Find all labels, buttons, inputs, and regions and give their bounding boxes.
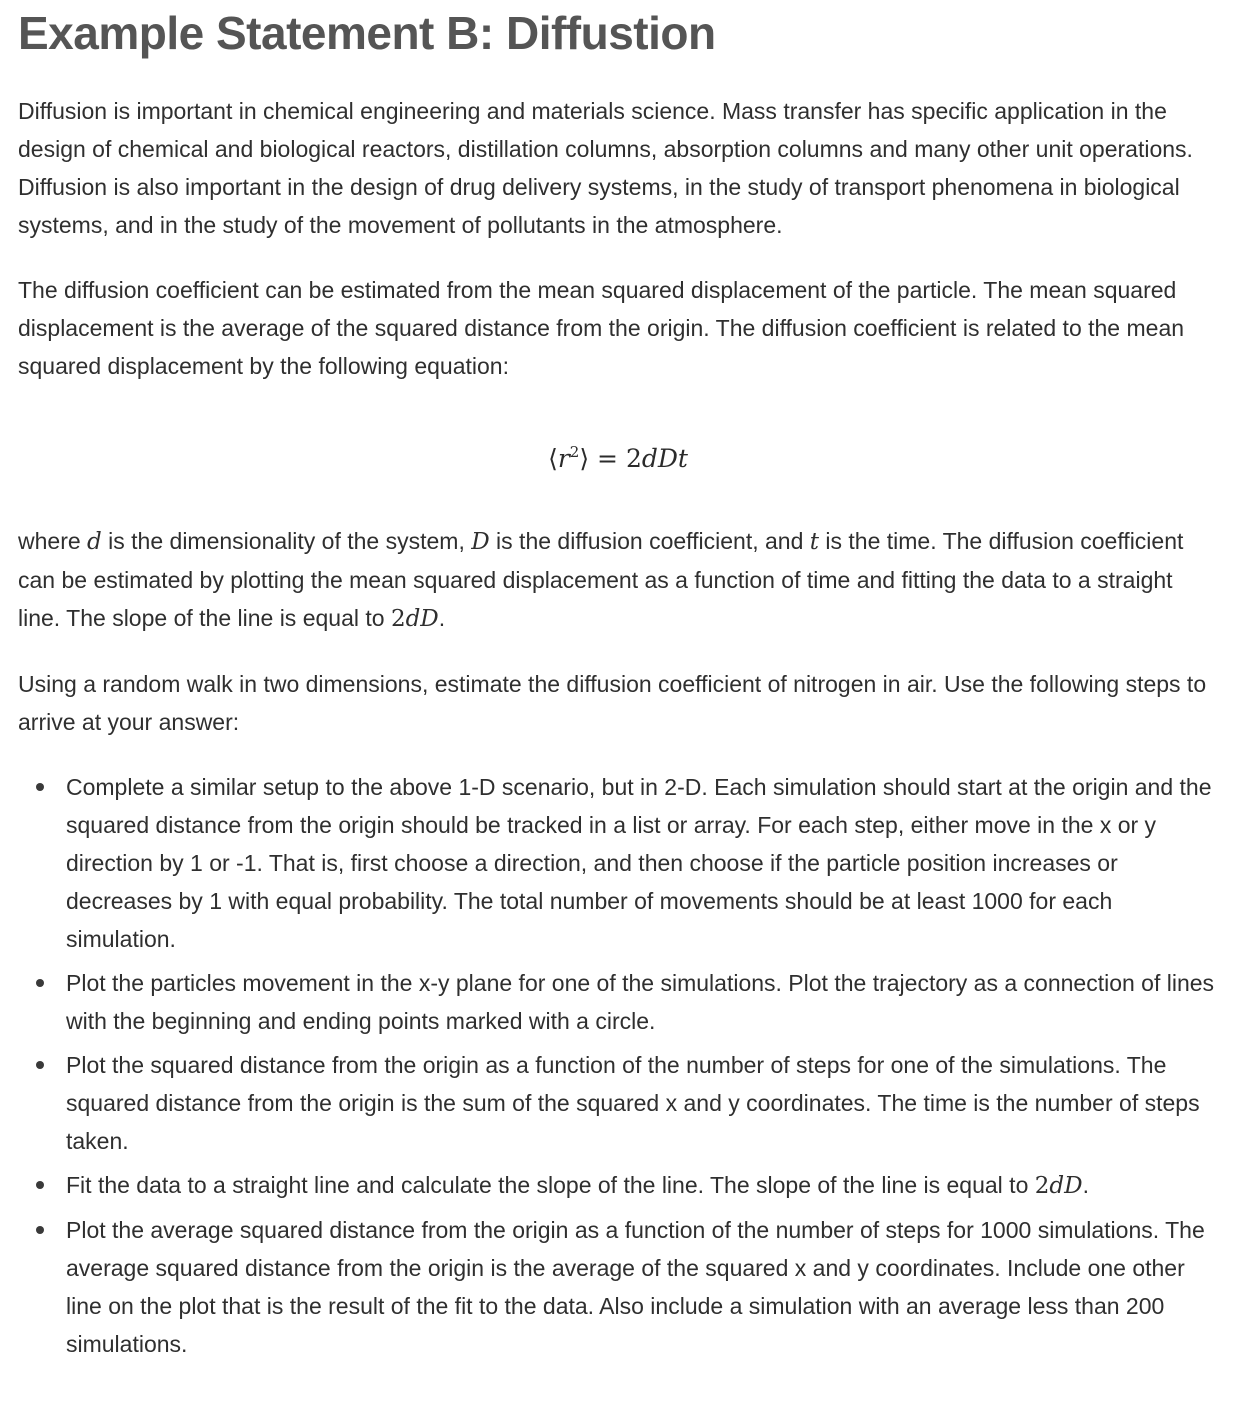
msd-equation <box>18 439 1216 509</box>
bullet-icon <box>36 783 44 791</box>
intro-paragraph: Diffusion is important in chemical engineering and materials science. Mass transfer has specific application in the design of chemical and biological reactors, distillation columns, absorption columns and many other unit operations. Diffusion is also important in the design of drug delivery systems, in the study of transport phenomena in biological systems, and in the study of the movement of pollutants in the atmosphere. <box>18 98 1193 238</box>
bullet-icon <box>36 979 44 987</box>
equation-rhs-vars: dDt <box>641 444 688 473</box>
list-item: Plot the squared distance from the origin as a function of the number of steps for one of the simulations. The squared distance from the origin is the sum of the squared x and y coordinates. The time is the number of steps taken. <box>66 1046 1216 1160</box>
var-D: D <box>471 529 490 555</box>
var-dD: dD <box>405 606 439 632</box>
equation-equals: = <box>589 444 626 473</box>
msd-paragraph: The diffusion coefficient can be estimated from the mean squared displacement of the particle. The mean squared displacement is the average of the squared distance from the origin. The diffusion coefficient is related to the mean squared displacement by the following equation: <box>18 277 1185 379</box>
list-item: Fit the data to a straight line and calculate the slope of the line. The slope of the line is equal to 2dD. <box>66 1166 1216 1205</box>
var-dD: dD <box>1049 1173 1083 1199</box>
equation-open-bracket: ⟨ <box>548 444 558 473</box>
bullet-icon <box>36 1061 44 1069</box>
var-t: t <box>809 529 820 555</box>
page-title: Example Statement B: Diffustion <box>18 7 716 59</box>
list-item: Plot the average squared distance from the origin as a function of the number of steps for 1000 simulations. The average squared distance from the origin is the average of the squared x and y coordinates. Include one other line on the plot that is the result of the fit to the data. Also include a simulation with an average less than 200 simulations. <box>66 1211 1216 1363</box>
steps-list <box>18 768 1216 1363</box>
list-item: Plot the particles movement in the x-y plane for one of the simulations. Plot the trajectory as a connection of lines with the beginning and ending points marked with a circle. <box>66 964 1216 1040</box>
task-paragraph: Using a random walk in two dimensions, estimate the diffusion coefficient of nitrogen in air. Use the following steps to arrive at your answer: <box>18 671 1207 735</box>
list-item: Complete a similar setup to the above 1-D scenario, but in 2-D. Each simulation should start at the origin and the squared distance from the origin should be tracked in a list or array. For each step, either move in the x or y direction by 1 or -1. That is, first choose a direction, and then choose if the particle position increases or decreases by 1 with equal probability. The total number of movements should be at least 1000 for each simulation. <box>66 768 1216 958</box>
equation-r: r <box>557 444 570 473</box>
equation-coefficient: 2 <box>625 444 642 473</box>
bullet-icon <box>36 1181 44 1189</box>
equation-exponent: 2 <box>569 443 580 461</box>
var-d: d <box>87 529 102 555</box>
equation-close-bracket: ⟩ <box>579 444 590 473</box>
definitions-paragraph: where d is the dimensionality of the system, D is the diffusion coefficient, and t is the time. The diffusion coefficient can be estimated by plotting the mean squared displacement as a function of time and fitting the data to a straight line. The slope of the line is equal to 2dD. <box>18 528 1184 632</box>
bullet-icon <box>36 1226 44 1234</box>
